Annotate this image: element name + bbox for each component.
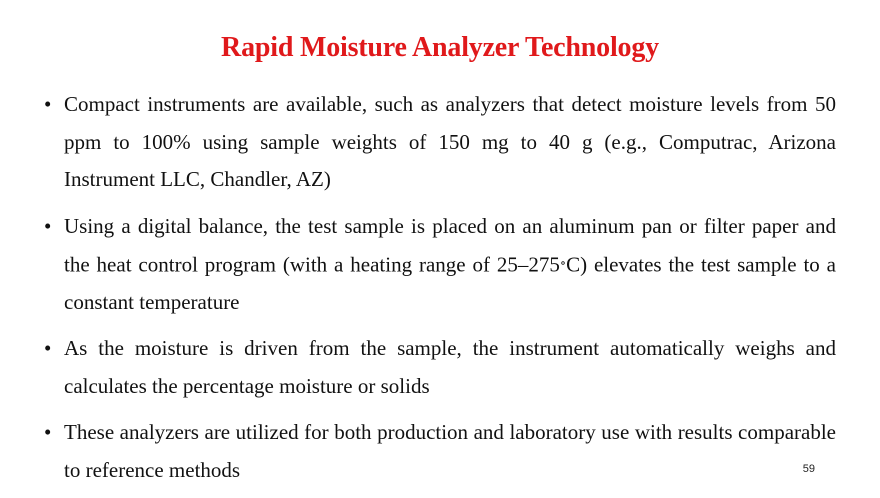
bullet-list [44, 86, 836, 498]
bullet-marker: • [44, 336, 52, 361]
bullet-item-moisture-driven [44, 330, 836, 405]
bullet-marker: • [44, 420, 52, 445]
bullet-text-part-2: C) elevates the test sample to a constant temperature [64, 252, 836, 314]
bullet-text: As the moisture is driven from the sample, the instrument automatically weighs and calculates the percentage moisture or solids [64, 336, 836, 398]
bullet-item-compact-instruments [44, 86, 836, 199]
bullet-item-digital-balance [44, 208, 836, 322]
bullet-marker: • [44, 213, 52, 238]
bullet-marker: • [44, 92, 52, 116]
bullet-text: These analyzers are utilized for both production and laboratory use with results comparable to reference methods [64, 420, 836, 482]
degree-symbol: ∘ [559, 256, 567, 270]
bullet-text-part-1: Using a digital balance, the test sample is placed on an aluminum pan or filter paper and the heat control program (with a heating range of 25–275 [64, 213, 836, 277]
page-number: 59 [802, 463, 815, 475]
bullet-item-analyzers-utilized [44, 414, 836, 489]
slide-title: Rapid Moisture Analyzer Technology [221, 32, 659, 63]
bullet-text: Compact instruments are available, such as analyzers that detect moisture levels from 50 ppm to 100% using sample weights of 150 mg to 40 g (e.g., Computrac, Arizona Instrument LLC, Chandler, AZ) [64, 92, 836, 191]
